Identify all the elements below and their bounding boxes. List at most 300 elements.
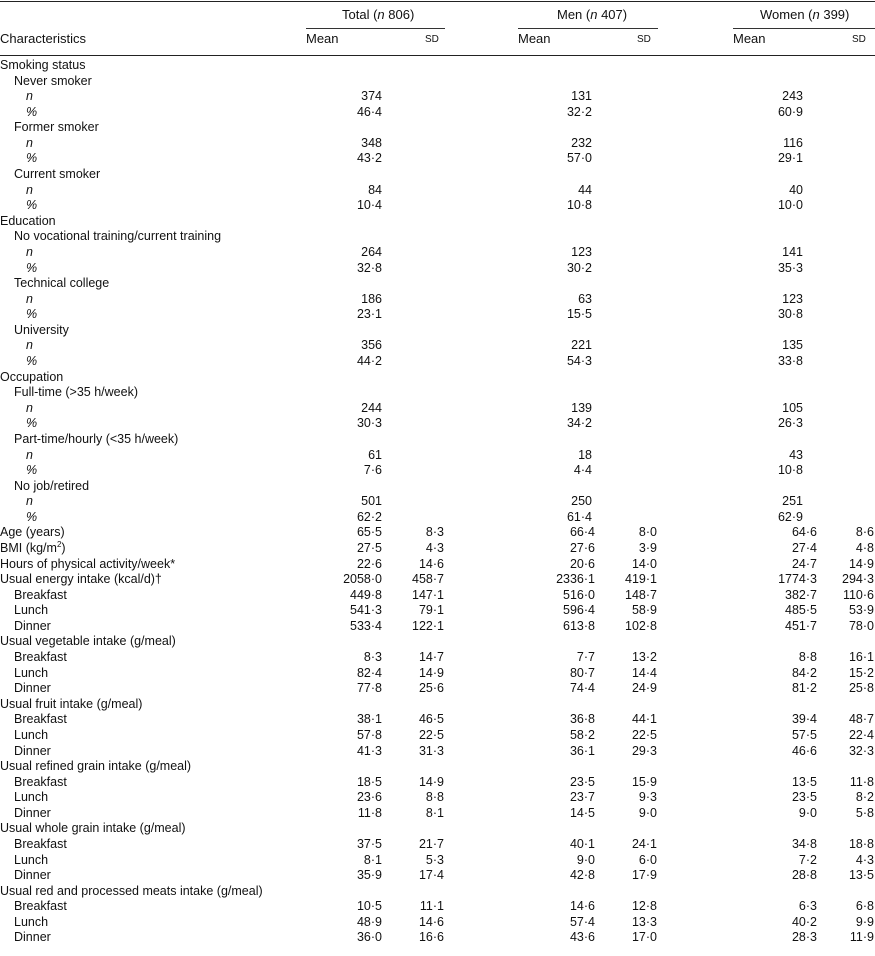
table-row [0,432,875,448]
row-label: Age (years) [0,525,65,540]
total-sd-cell: 458·7 [412,572,444,587]
table-row [0,525,875,541]
row-label: % [26,307,38,322]
men-mean-cell: 23·5 [569,774,595,789]
row-label: Full-time (>35 h/week) [14,385,138,400]
men-sd-cell: 102·8 [625,618,657,633]
total-count-cell: 10·4 [356,198,382,213]
table-row [0,634,875,650]
table-row [0,821,875,837]
women-count-cell: 105 [782,400,803,415]
total-sd-cell: 16·6 [418,930,444,945]
table-row [0,868,875,884]
men-mean-cell: 57·4 [569,914,595,929]
row-label: Usual vegetable intake (g/meal) [0,634,176,649]
men-sd-cell: 14·4 [631,665,657,680]
row-label: % [26,151,38,166]
table-row [0,494,875,510]
men-count-cell: 32·2 [566,104,592,119]
row-label: Dinner [14,743,51,758]
women-sd-cell: 22·4 [848,727,874,742]
men-count-cell: 44 [578,182,592,197]
row-label: n [26,338,33,353]
table-row [0,261,875,277]
total-sd-cell: 11·1 [419,899,444,914]
total-sd-cell: 17·4 [418,868,444,883]
table-row [0,370,875,386]
men-count-cell: 15·5 [566,307,592,322]
row-label: Dinner [14,930,51,945]
women-sd-cell: 11·9 [849,930,874,945]
men-sd-cell: 419·1 [625,572,657,587]
men-sd-cell: 6·0 [638,852,657,867]
total-count-cell: 23·1 [356,307,382,322]
men-sd-cell: 44·1 [631,712,657,727]
men-count-cell: 10·8 [566,198,592,213]
row-label: % [26,260,38,275]
row-label: n [26,182,33,197]
table-row [0,681,875,697]
total-mean-cell: 11·8 [357,805,382,820]
men-sd-cell: 22·5 [631,727,657,742]
women-sd-cell: 4·8 [855,540,874,555]
row-label: No job/retired [14,478,90,493]
men-count-cell: 232 [571,135,592,150]
table-row [0,899,875,915]
total-count-cell: 44·2 [356,354,382,369]
row-label: BMI $(kg/m^2)$ [0,539,66,555]
men-sd-cell: 24·9 [631,681,657,696]
women-count-cell: 10·0 [777,198,803,213]
women-count-cell: 43 [789,447,803,462]
total-sd-cell: 4·3 [425,540,444,555]
women-sd-cell: 15·2 [848,665,874,680]
women-count-cell: 251 [782,494,803,509]
table-row [0,666,875,682]
table-row [0,510,875,526]
total-mean-cell: 38·1 [356,712,382,727]
women-count-cell: 123 [782,291,803,306]
table-row [0,697,875,713]
table-row [0,307,875,323]
row-label: Current smoker [14,167,101,182]
table-row [0,479,875,495]
men-mean-cell: 36·8 [569,712,595,727]
header-bottom-rule [0,55,875,56]
header-women-mean: Mean [733,31,766,46]
men-mean-cell: 14·6 [569,899,595,914]
men-mean-cell: 516·0 [563,587,595,602]
women-mean-cell: 1774·3 [778,572,817,587]
women-sd-cell: 11·8 [849,774,874,789]
row-label: Part-time/hourly (<35 h/week) [14,431,179,446]
men-mean-cell: 596·4 [563,603,595,618]
men-sd-cell: 12·8 [631,899,657,914]
total-sd-cell: 25·6 [418,681,444,696]
total-sd-cell: 122·1 [412,618,444,633]
table-row [0,105,875,121]
women-mean-cell: 28·3 [791,930,817,945]
table-row [0,292,875,308]
table-row [0,229,875,245]
table-row [0,588,875,604]
row-label: Usual red and processed meats intake (g/meal) [0,883,263,898]
women-count-cell: 60·9 [777,104,803,119]
table-row [0,74,875,90]
total-sd-cell: 8·3 [425,525,444,540]
table-row [0,245,875,261]
header-women-sd: SD [852,34,866,45]
total-mean-cell: 27·5 [356,540,382,555]
table-row [0,884,875,900]
men-count-cell: 123 [571,244,592,259]
row-label: Dinner [14,618,51,633]
table-row [0,354,875,370]
header-total-sd: SD [425,34,439,45]
total-sd-cell: 8·1 [425,805,444,820]
table-row [0,650,875,666]
total-sd-cell: 31·3 [418,743,444,758]
row-label: Dinner [14,805,51,820]
total-count-cell: 61 [368,447,382,462]
row-label: n [26,89,33,104]
table-row [0,323,875,339]
table-row [0,744,875,760]
total-count-cell: 30·3 [356,416,382,431]
table-row [0,915,875,931]
total-mean-cell: 35·9 [356,868,382,883]
table-row [0,930,875,946]
women-sd-cell: 32·3 [848,743,874,758]
row-label: % [26,416,38,431]
row-label: Former smoker [14,120,99,135]
total-count-cell: 264 [361,244,382,259]
table-row [0,619,875,635]
men-sd-cell: 9·0 [638,805,657,820]
row-label: Breakfast [14,774,67,789]
row-label: % [26,509,38,524]
total-mean-cell: 82·4 [356,665,382,680]
total-count-cell: 374 [361,89,382,104]
women-mean-cell: 485·5 [785,603,817,618]
row-label: Breakfast [14,712,67,727]
row-label: Smoking status [0,58,86,72]
total-sd-cell: 14·9 [418,665,444,680]
table-row [0,183,875,199]
women-count-cell: 33·8 [777,354,803,369]
row-label: Breakfast [14,837,67,851]
women-mean-cell: 40·2 [791,914,817,929]
total-sd-cell: 22·5 [418,727,444,742]
total-sd-cell: 14·7 [418,650,444,665]
women-mean-cell: 382·7 [785,587,817,602]
men-mean-cell: 27·6 [569,540,595,555]
row-label: Education [0,213,56,228]
women-mean-cell: 39·4 [791,712,817,727]
row-label: Hours of physical activity/week* [0,556,176,571]
men-mean-cell: 36·1 [569,743,595,758]
women-mean-cell: 13·5 [791,774,817,789]
women-sd-cell: 25·8 [848,681,874,696]
total-sd-cell: 14·6 [418,556,444,571]
men-mean-cell: 20·6 [569,556,595,571]
table-row [0,603,875,619]
total-count-cell: 186 [361,291,382,306]
women-mean-cell: 57·5 [791,727,817,742]
men-sd-cell: 9·3 [638,790,657,805]
women-count-cell: 35·3 [777,260,803,275]
row-label: Occupation [0,369,64,384]
total-count-cell: 348 [361,135,382,150]
table-row [0,557,875,573]
men-sd-cell: 29·3 [631,743,657,758]
women-sd-cell: 8·6 [855,525,874,540]
table-row [0,853,875,869]
women-sd-cell: 14·9 [848,556,874,571]
men-mean-cell: 9·0 [576,852,595,867]
women-sd-cell: 53·9 [848,603,874,618]
row-label: Lunch [14,603,49,618]
row-label: n [26,291,33,306]
row-label: Lunch [14,665,49,680]
table-row [0,276,875,292]
group-rule-men [518,28,658,29]
group-rule-women [733,28,875,29]
women-sd-cell: 48·7 [848,712,874,727]
total-mean-cell: 449·8 [350,587,382,602]
row-label: % [26,198,38,213]
row-label: Lunch [14,727,49,742]
row-label: Technical college [14,276,110,291]
total-sd-cell: 8·8 [425,790,444,805]
table-row [0,198,875,214]
women-mean-cell: 64·6 [791,525,817,540]
men-sd-cell: 148·7 [625,587,657,602]
women-count-cell: 40 [789,182,803,197]
women-mean-cell: 27·4 [791,540,817,555]
total-count-cell: 62·2 [356,509,382,524]
women-count-cell: 30·8 [777,307,803,322]
men-sd-cell: 17·0 [631,930,657,945]
total-count-cell: 356 [361,338,382,353]
total-mean-cell: 77·8 [356,681,382,696]
women-count-cell: 62·9 [777,509,803,524]
group-header-women: Women (n 399) [760,7,850,22]
table-row [0,167,875,183]
men-mean-cell: 7·7 [576,650,595,665]
row-label: Usual fruit intake (g/meal) [0,696,143,711]
total-count-cell: 43·2 [356,151,382,166]
women-mean-cell: 8·8 [798,650,817,665]
men-sd-cell: 14·0 [631,556,657,571]
total-mean-cell: 41·3 [356,743,382,758]
men-count-cell: 54·3 [566,354,592,369]
row-label: n [26,447,33,462]
men-count-cell: 63 [578,291,592,306]
table-row [0,463,875,479]
total-mean-cell: 10·5 [356,899,382,914]
total-mean-cell: 57·8 [356,727,382,742]
table-row [0,759,875,775]
women-sd-cell: 78·0 [848,618,874,633]
men-mean-cell: 42·8 [569,868,595,883]
women-mean-cell: 23·5 [791,790,817,805]
women-count-cell: 116 [783,135,803,150]
total-count-cell: 84 [368,182,382,197]
women-sd-cell: 5·8 [855,805,874,820]
men-count-cell: 139 [571,400,592,415]
women-sd-cell: 6·8 [855,899,874,914]
row-label: Lunch [14,852,49,867]
total-sd-cell: 147·1 [412,587,444,602]
row-label: Never smoker [14,73,92,88]
total-mean-cell: 541·3 [350,603,382,618]
men-mean-cell: 43·6 [569,930,595,945]
total-mean-cell: 18·5 [356,774,382,789]
women-mean-cell: 46·6 [791,743,817,758]
row-label: Lunch [14,914,49,929]
men-count-cell: 61·4 [566,509,592,524]
men-sd-cell: 8·0 [638,525,657,540]
men-count-cell: 131 [571,89,592,104]
women-count-cell: 243 [782,89,803,104]
men-sd-cell: 15·9 [631,774,657,789]
total-sd-cell: 21·7 [418,837,444,851]
men-mean-cell: 40·1 [569,837,595,851]
total-count-cell: 501 [361,494,382,509]
men-count-cell: 250 [571,494,592,509]
women-count-cell: 10·8 [777,463,803,478]
total-sd-cell: 5·3 [425,852,444,867]
row-label: Usual whole grain intake (g/meal) [0,821,186,836]
total-mean-cell: 48·9 [356,914,382,929]
total-mean-cell: 533·4 [350,618,382,633]
men-mean-cell: 58·2 [569,727,595,742]
row-label: Breakfast [14,587,67,602]
table-row [0,136,875,152]
group-header-total: Total (n 806) [342,7,415,22]
men-sd-cell: 13·3 [631,914,657,929]
men-mean-cell: 23·7 [569,790,595,805]
total-mean-cell: 2058·0 [343,572,382,587]
women-sd-cell: 18·8 [848,837,874,851]
men-count-cell: 18 [578,447,592,462]
row-label: Breakfast [14,650,67,665]
men-sd-cell: 3·9 [638,540,657,555]
men-mean-cell: 80·7 [569,665,595,680]
women-mean-cell: 28·8 [791,868,817,883]
total-count-cell: 7·6 [363,463,382,478]
header-men-sd: SD [637,34,651,45]
table-row [0,712,875,728]
men-mean-cell: 66·4 [569,525,595,540]
table-row [0,58,875,74]
row-label: % [26,104,38,119]
women-mean-cell: 451·7 [785,618,817,633]
men-mean-cell: 2336·1 [556,572,595,587]
total-mean-cell: 37·5 [356,837,382,851]
table-row [0,338,875,354]
total-count-cell: 32·8 [356,260,382,275]
table-row [0,89,875,105]
row-label: % [26,354,38,369]
total-mean-cell: 23·6 [356,790,382,805]
men-sd-cell: 24·1 [631,837,657,851]
table-row [0,775,875,791]
total-count-cell: 46·4 [356,104,382,119]
women-count-cell: 141 [782,244,803,259]
row-label: n [26,494,33,509]
group-header-men: Men (n 407) [557,7,628,22]
table-row [0,448,875,464]
table-row [0,214,875,230]
women-mean-cell: 7·2 [798,852,817,867]
women-mean-cell: 34·8 [791,837,817,851]
row-label: Usual refined grain intake (g/meal) [0,759,192,774]
total-mean-cell: 22·6 [356,556,382,571]
row-label: n [26,135,33,150]
row-label: Dinner [14,868,51,883]
men-sd-cell: 17·9 [631,868,657,883]
table-row [0,541,875,557]
header-total-mean: Mean [306,31,339,46]
group-rule-total [306,28,445,29]
women-count-cell: 29·1 [777,151,803,166]
men-count-cell: 30·2 [566,260,592,275]
header-characteristics: Characteristics [0,31,86,46]
men-count-cell: 221 [571,338,592,353]
table-row [0,385,875,401]
women-mean-cell: 6·3 [798,899,817,914]
row-label: Usual energy intake (kcal/d)† [0,572,162,587]
row-label: No vocational training/current training [14,229,222,244]
total-mean-cell: 36·0 [356,930,382,945]
men-count-cell: 34·2 [566,416,592,431]
men-count-cell: 57·0 [566,151,592,166]
women-sd-cell: 294·3 [842,572,874,587]
total-count-cell: 244 [361,400,382,415]
table-row [0,416,875,432]
women-mean-cell: 81·2 [791,681,817,696]
table-top-rule [0,1,875,2]
women-count-cell: 135 [782,338,803,353]
women-sd-cell: 8·2 [855,790,874,805]
women-sd-cell: 110·6 [842,587,874,602]
men-sd-cell: 13·2 [631,650,657,665]
total-sd-cell: 14·9 [418,774,444,789]
table-row [0,790,875,806]
row-label: Lunch [14,790,49,805]
men-mean-cell: 613·8 [563,618,595,633]
women-count-cell: 26·3 [777,416,803,431]
men-sd-cell: 58·9 [631,603,657,618]
header-men-mean: Mean [518,31,551,46]
men-mean-cell: 14·5 [569,805,595,820]
total-sd-cell: 46·5 [418,712,444,727]
table-row [0,806,875,822]
row-label: University [14,322,69,337]
table-row [0,837,875,853]
row-label: n [26,244,33,259]
table-row [0,728,875,744]
total-sd-cell: 14·6 [418,914,444,929]
total-mean-cell: 8·3 [363,650,382,665]
row-label: n [26,400,33,415]
women-sd-cell: 13·5 [848,868,874,883]
table-row [0,572,875,588]
women-sd-cell: 4·3 [855,852,874,867]
row-label: Breakfast [14,899,67,914]
